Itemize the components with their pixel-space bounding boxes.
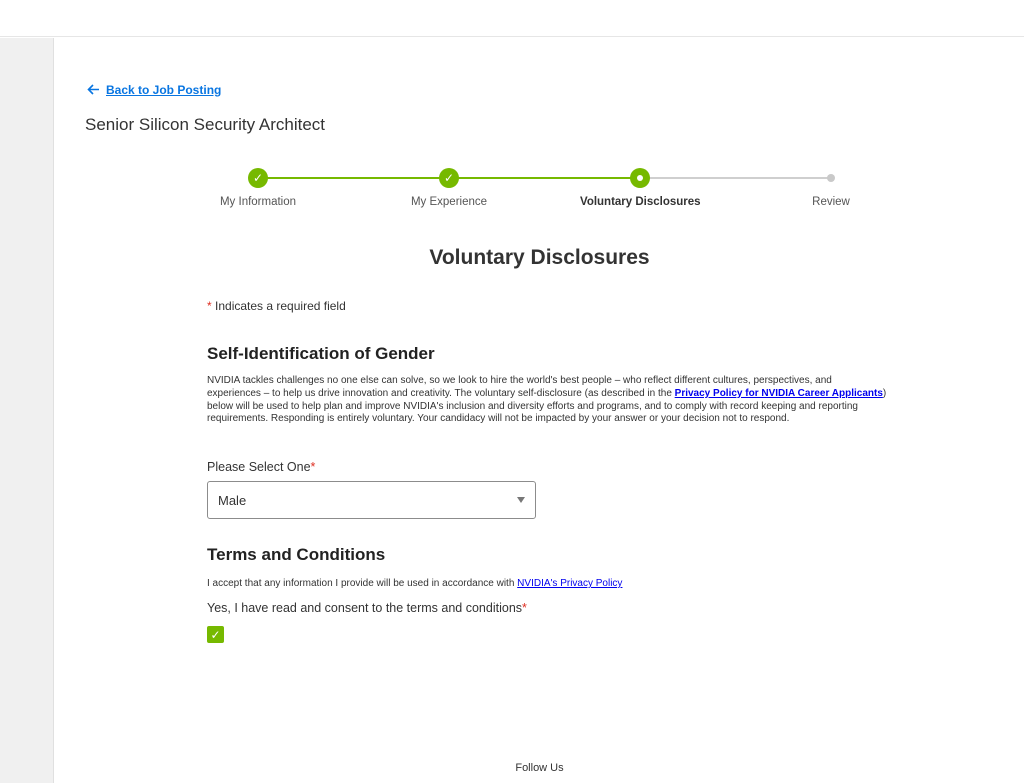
nvidia-privacy-policy-link[interactable]: NVIDIA's Privacy Policy bbox=[517, 578, 623, 589]
description-text-start: NVIDIA tackles challenges no one else can solve, so we look to hire the world's best people – who reflect different cultures, perspectives, and experiences – to help us drive innovation and creativity. The voluntary self-disclosure (as described in the bbox=[207, 375, 832, 399]
pending-step-icon bbox=[821, 168, 841, 188]
required-asterisk: * bbox=[310, 460, 316, 474]
required-asterisk: * bbox=[207, 299, 212, 313]
step-label: Voluntary Disclosures bbox=[580, 196, 701, 208]
back-link-label: Back to Job Posting bbox=[106, 83, 222, 97]
chevron-down-icon bbox=[517, 497, 525, 503]
step-label: My Experience bbox=[410, 196, 488, 208]
select-label-text: Please Select One bbox=[207, 460, 311, 474]
top-bar bbox=[0, 0, 1024, 37]
main-content bbox=[55, 38, 1024, 783]
footer-follow-us: Follow Us bbox=[515, 762, 564, 774]
gender-select-value: Male bbox=[218, 492, 247, 508]
left-gutter bbox=[0, 38, 54, 783]
check-icon: ✓ bbox=[248, 168, 268, 188]
gender-select-label bbox=[207, 460, 315, 474]
gender-section-heading: Self-Identification of Gender bbox=[207, 344, 435, 363]
checkmark-icon: ✓ bbox=[210, 627, 221, 642]
description-text-end: ) below will be used to help plan and improve NVIDIA's inclusion and diversity efforts and programs, and to comply with record keeping and reporting requirements. Responding is entirely voluntary. Your candidacy will not be impacted by your answer or your decision not to respond. bbox=[207, 387, 887, 425]
required-asterisk: * bbox=[522, 601, 527, 615]
consent-label bbox=[207, 601, 527, 615]
job-title: Senior Silicon Security Architect bbox=[85, 115, 325, 134]
progress-step-voluntary-disclosures bbox=[580, 168, 700, 208]
check-icon: ✓ bbox=[439, 168, 459, 188]
current-step-icon bbox=[630, 168, 650, 188]
required-note-text: Indicates a required field bbox=[215, 299, 346, 313]
arrow-left-icon bbox=[87, 82, 100, 98]
consent-checkbox[interactable] bbox=[207, 626, 224, 643]
terms-description bbox=[207, 578, 622, 589]
step-label: Review bbox=[812, 196, 850, 208]
back-to-job-posting-link[interactable] bbox=[87, 82, 221, 98]
required-field-note bbox=[207, 299, 346, 313]
gender-section-description bbox=[207, 375, 887, 426]
step-label: My Information bbox=[219, 196, 297, 208]
progress-stepper bbox=[205, 168, 865, 218]
progress-step-my-information bbox=[198, 168, 318, 208]
terms-section-heading: Terms and Conditions bbox=[207, 545, 386, 564]
page-heading: Voluntary Disclosures bbox=[429, 246, 650, 269]
progress-step-my-experience bbox=[389, 168, 509, 208]
progress-step-review bbox=[771, 168, 891, 208]
gender-select[interactable] bbox=[207, 481, 536, 519]
privacy-policy-applicants-link[interactable]: Privacy Policy for NVIDIA Career Applicants bbox=[674, 387, 883, 399]
consent-label-text: Yes, I have read and consent to the terms and conditions bbox=[207, 601, 523, 615]
terms-text-start: I accept that any information I provide will be used in accordance with bbox=[207, 578, 518, 589]
